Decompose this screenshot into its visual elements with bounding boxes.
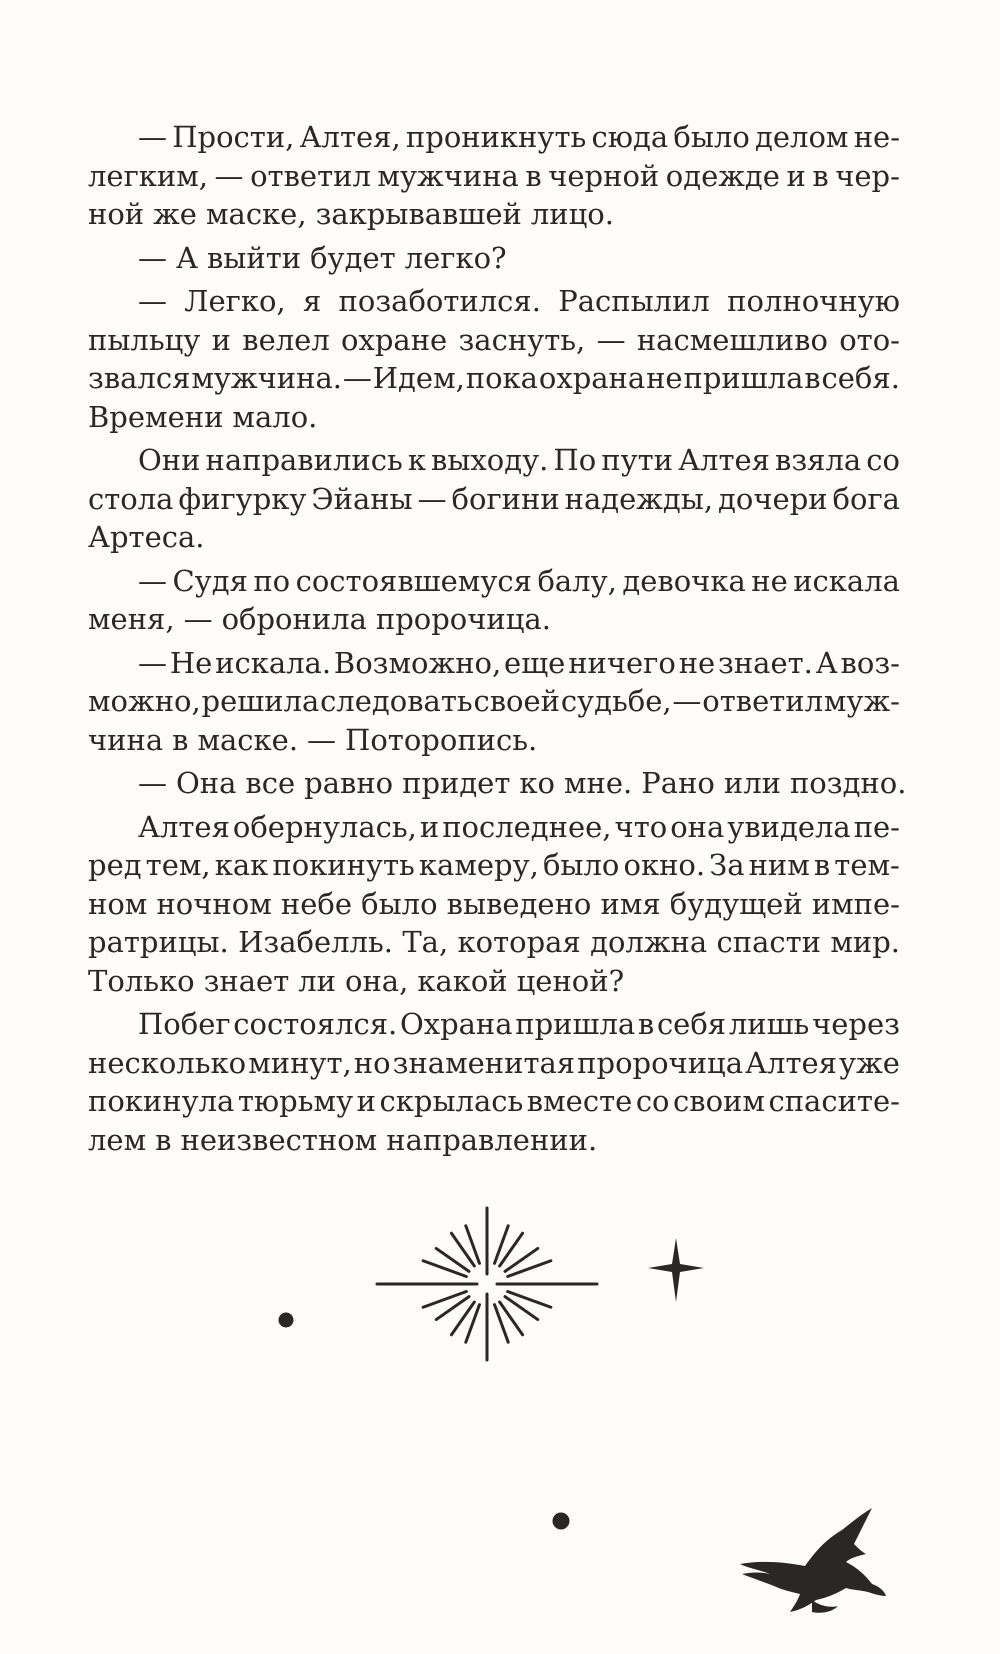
dot-icon <box>553 1513 570 1530</box>
text-line: Алтея обернулась, и последнее, что она увидела пе- <box>138 809 900 844</box>
text-line: — Не искала. Возможно, еще ничего не знает. А воз- <box>138 645 900 680</box>
text-line: Артеса. <box>88 520 205 554</box>
text-line: — Судя по состоявшемуся балу, девочка не искала <box>138 563 900 598</box>
text-line: ред тем, как покинуть камеру, было окно. За ним в тем- <box>88 848 900 882</box>
text-line: ной же маске, закрывавшей лицо. <box>88 197 614 231</box>
text-line: стола фигурку Эйаны — богини надежды, дочери бога <box>88 481 900 516</box>
text-line: меня, — обронила пророчица. <box>88 602 551 636</box>
dot-icon <box>279 1313 294 1328</box>
text-line: Побег состоялся. Охрана пришла в себя лишь через <box>138 1007 900 1041</box>
text-line: Только знает ли она, какой ценой? <box>88 963 625 998</box>
text-line: — Она все равно придет ко мне. Рано или поздно. <box>138 766 907 800</box>
text-line: лем в неизвестном направлении. <box>88 1122 598 1157</box>
text-line: пыльцу и велел охране заснуть, — насмешливо ото- <box>88 322 900 357</box>
text-line: звался мужчина. — Идем, пока охрана не пришла в себя. <box>88 361 900 395</box>
dragon-silhouette-icon <box>740 1508 886 1613</box>
starburst-icon <box>377 1208 597 1360</box>
text-line: Времени мало. <box>88 399 318 434</box>
text-line: — Прости, Алтея, проникнуть сюда было делом не- <box>138 120 900 154</box>
text-line: — Легко, я позаботился. Распылил полночную <box>138 284 900 318</box>
text-line: легким, — ответил мужчина в черной одежде и в чер- <box>88 158 900 193</box>
text-line: покинула тюрьму и скрылась вместе со своим спасите- <box>88 1084 900 1118</box>
text-line: можно, решила следовать своей судьбе, — ответил муж- <box>88 684 900 718</box>
text-line: ном ночном небе было выведено имя будущей импе- <box>88 886 900 921</box>
text-line: — А выйти будет легко? <box>138 240 507 275</box>
four-point-star-icon <box>648 1238 704 1302</box>
text-line: ратрицы. Изабелль. Та, которая должна спасти мир. <box>88 925 900 959</box>
text-line: несколько минут, но знаменитая пророчица Алтея уже <box>88 1045 900 1080</box>
text-line: Они направились к выходу. По пути Алтея взяла со <box>138 443 900 477</box>
text-line: чина в маске. — Поторопись. <box>88 722 538 757</box>
